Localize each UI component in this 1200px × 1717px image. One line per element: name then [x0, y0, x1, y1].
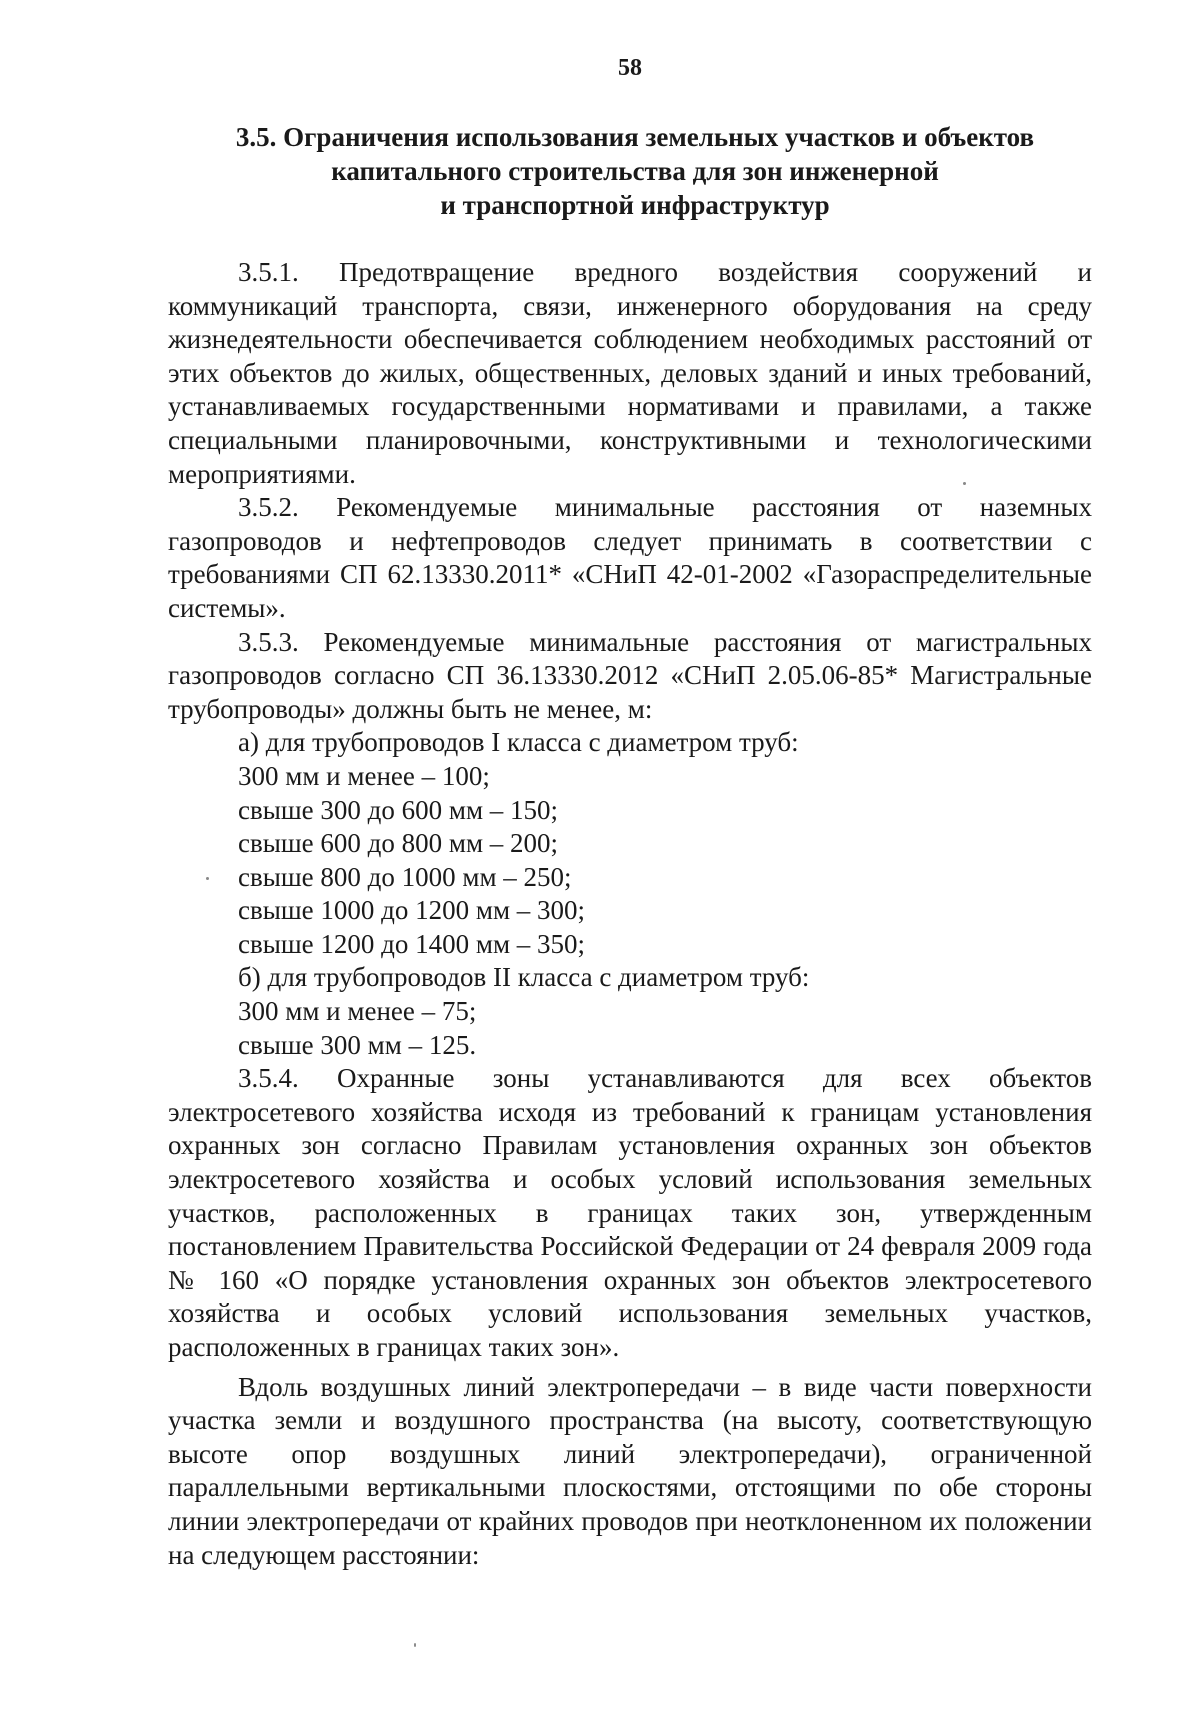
paragraph-3-5-3: 3.5.3. Рекомендуемые минимальные расстояния от магистральных газопроводов согласно СП 36.13330.2012 «СНиП 2.05.06-85* Магистральные трубопроводы» должны быть не менее, м: — [168, 626, 1092, 724]
class-1-item: свыше 1000 до 1200 мм – 300; — [238, 895, 586, 926]
section-title-line-2: капитального строительства для зон инженерной — [331, 156, 939, 186]
class-1-heading: а) для трубопроводов I класса с диаметром труб: — [238, 727, 799, 758]
section-title-line-3: и транспортной инфраструктур — [440, 190, 830, 220]
scan-speck — [963, 482, 966, 485]
paragraph-3-5-2: 3.5.2. Рекомендуемые минимальные расстояния от наземных газопроводов и нефтепроводов следует принимать в соответствии с требованиями СП 62.13330.2011* «СНиП 42-01-2002 «Газораспределительные системы». — [168, 492, 1092, 623]
paragraph-3-5-1: 3.5.1. Предотвращение вредного воздействия сооружений и коммуникаций транспорта, связи, инженерного оборудования на среду жизнедеятельности обеспечивается соблюдением необходимых расстояний от этих объектов до жилых, общественных, деловых зданий и иных требований, устанавливаемых государственными нормативами и правилами, а также специальными планировочными, конструктивными и технологическими мероприятиями. — [168, 257, 1092, 489]
paragraph-3-5-4: 3.5.4. Охранные зоны устанавливаются для всех объектов электросетевого хозяйства исходя из требований к границам установления охранных зон согласно Правилам установления охранных зон объектов электросетевого хозяйства и особых условий использования земельных участков, расположенных в границах таких зон, утвержденным постановлением Правительства Российской Федерации от 24 февраля 2009 года № 160 «О порядке установления охранных зон объектов электросетевого хозяйства и особых условий использования земельных участков, расположенных в границах таких зон». — [168, 1063, 1092, 1362]
class-1-item: свыше 300 до 600 мм – 150; — [238, 794, 559, 825]
page-number: 58 — [618, 55, 642, 81]
scan-speck — [414, 1643, 416, 1647]
class-2-item: 300 мм и менее – 75; — [238, 996, 477, 1027]
class-1-item: свыше 600 до 800 мм – 200; — [238, 828, 559, 859]
document-body — [168, 256, 1092, 1572]
section-title-line-1: 3.5. Ограничения использования земельных участков и объектов — [235, 122, 1035, 152]
section-title — [150, 120, 1120, 222]
class-2-heading: б) для трубопроводов II класса с диаметром труб: — [238, 962, 810, 993]
class-2-item: свыше 300 мм – 125. — [238, 1029, 477, 1060]
class-1-item: свыше 800 до 1000 мм – 250; — [238, 861, 572, 892]
paragraph-power-lines: Вдоль воздушных линий электропередачи – в виде части поверхности участка земли и воздушного пространства (на высоту, соответствующую высоте опор воздушных линий электропередачи), ограниченной параллельными вертикальными плоскостями, отстоящими по обе стороны линии электропередачи от крайних проводов при неотклоненном их положении на следующем расстоянии: — [168, 1371, 1092, 1570]
class-1-item: свыше 1200 до 1400 мм – 350; — [238, 928, 586, 959]
scan-speck — [206, 877, 209, 880]
class-1-item: 300 мм и менее – 100; — [238, 760, 490, 791]
